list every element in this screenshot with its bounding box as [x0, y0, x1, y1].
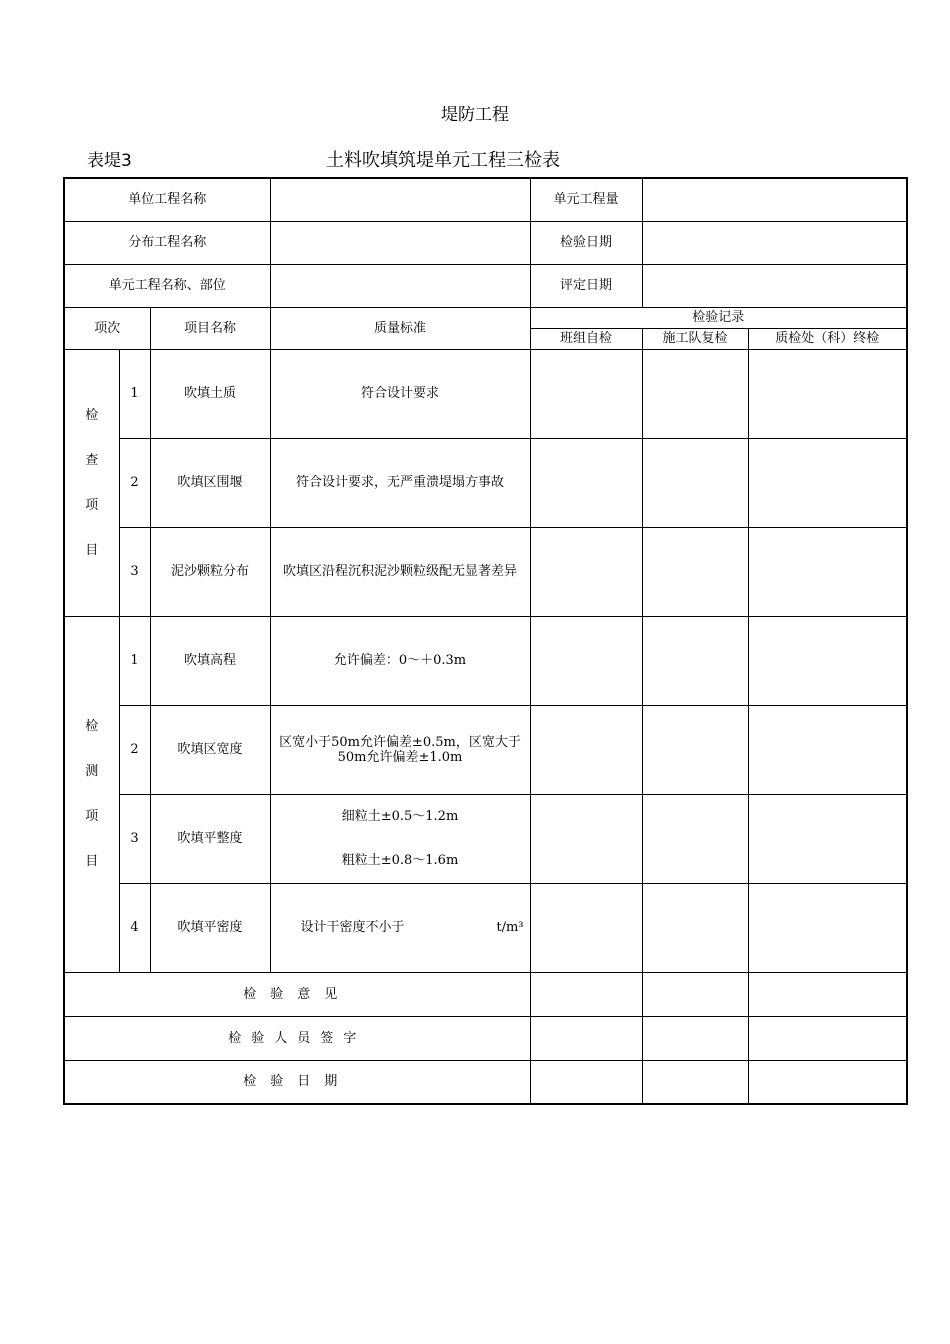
signature-final-check[interactable] [748, 1016, 907, 1060]
item-standard: 吹填区沿程沉积泥沙颗粒级配无显著差异 [270, 527, 530, 616]
group-label-char: 检 [85, 719, 99, 734]
item-standard: 区宽小于50m允许偏差±0.5m，区宽大于50m允许偏差±1.0m [270, 705, 530, 794]
col-final-check: 质检处（科）终检 [748, 328, 907, 349]
branch-project-field[interactable] [270, 221, 530, 264]
col-standard: 质量标准 [270, 307, 530, 349]
info-row-unit [64, 178, 907, 221]
group-label-char: 测 [85, 764, 99, 779]
item-no: 3 [119, 794, 150, 883]
group-label-char: 项 [85, 497, 99, 513]
record-team-self[interactable] [530, 794, 642, 883]
signature-label: 检验人员签字 [64, 1016, 530, 1060]
col-team-self: 班组自检 [530, 328, 642, 349]
project-name: 堤防工程 [441, 105, 509, 124]
item-name: 泥沙颗粒分布 [150, 527, 270, 616]
date-crew-recheck[interactable] [642, 1060, 748, 1104]
signature-crew-recheck[interactable] [642, 1016, 748, 1060]
standard-line-fine: 细粒土±0.5～1.2m [341, 809, 459, 824]
record-team-self[interactable] [530, 883, 642, 972]
col-item-name: 项目名称 [150, 307, 270, 349]
group-label-char: 查 [85, 452, 99, 468]
footer-row-date [64, 1060, 907, 1104]
record-final-check[interactable] [748, 705, 907, 794]
opinion-final-check[interactable] [748, 972, 907, 1016]
item-no: 2 [119, 705, 150, 794]
density-standard-text: 设计干密度不小于 [300, 920, 405, 935]
record-crew-recheck[interactable] [642, 616, 748, 705]
group-label-char: 目 [85, 854, 99, 869]
item-no: 3 [119, 527, 150, 616]
table-row [64, 438, 907, 527]
inspection-form-table [63, 177, 908, 1105]
unit-project-label: 单位工程名称 [64, 178, 270, 221]
header-row-1 [64, 307, 907, 328]
record-team-self[interactable] [530, 438, 642, 527]
info-row-branch [64, 221, 907, 264]
item-no: 1 [119, 349, 150, 438]
col-item-no: 项次 [64, 307, 150, 349]
date-team-self[interactable] [530, 1060, 642, 1104]
record-final-check[interactable] [748, 794, 907, 883]
inspect-date-label: 检验日期 [530, 221, 642, 264]
table-row [64, 616, 907, 705]
footer-row-opinion [64, 972, 907, 1016]
evaluate-date-field[interactable] [642, 264, 907, 307]
table-row [64, 527, 907, 616]
inspect-date-field[interactable] [642, 221, 907, 264]
record-crew-recheck[interactable] [642, 705, 748, 794]
table-row [64, 883, 907, 972]
date-label: 检验日期 [64, 1060, 530, 1104]
signature-team-self[interactable] [530, 1016, 642, 1060]
measure-group-label [64, 616, 119, 972]
opinion-crew-recheck[interactable] [642, 972, 748, 1016]
item-standard: 符合设计要求，无严重溃堤塌方事故 [270, 438, 530, 527]
check-group-label [64, 349, 119, 616]
record-team-self[interactable] [530, 705, 642, 794]
col-record: 检验记录 [530, 307, 907, 328]
record-final-check[interactable] [748, 883, 907, 972]
col-crew-recheck: 施工队复检 [642, 328, 748, 349]
item-name: 吹填平整度 [150, 794, 270, 883]
record-crew-recheck[interactable] [642, 438, 748, 527]
info-row-unit-name [64, 264, 907, 307]
density-unit: t/m³ [496, 920, 524, 935]
group-label-char: 检 [85, 407, 99, 423]
record-team-self[interactable] [530, 616, 642, 705]
item-name: 吹填土质 [150, 349, 270, 438]
unit-quantity-label: 单元工程量 [530, 178, 642, 221]
branch-project-label: 分布工程名称 [64, 221, 270, 264]
group-label-char: 目 [85, 542, 99, 558]
record-final-check[interactable] [748, 349, 907, 438]
unit-project-field[interactable] [270, 178, 530, 221]
record-team-self[interactable] [530, 527, 642, 616]
table-row [64, 349, 907, 438]
record-final-check[interactable] [748, 438, 907, 527]
unit-quantity-field[interactable] [642, 178, 907, 221]
opinion-team-self[interactable] [530, 972, 642, 1016]
unit-name-field[interactable] [270, 264, 530, 307]
item-standard [270, 883, 530, 972]
item-standard [270, 794, 530, 883]
standard-line-coarse: 粗粒土±0.8～1.6m [341, 853, 459, 868]
date-final-check[interactable] [748, 1060, 907, 1104]
record-final-check[interactable] [748, 616, 907, 705]
group-label-char: 项 [85, 809, 99, 824]
item-name: 吹填区宽度 [150, 705, 270, 794]
item-no: 1 [119, 616, 150, 705]
record-crew-recheck[interactable] [642, 883, 748, 972]
form-code: 表堤3 [87, 151, 132, 171]
record-crew-recheck[interactable] [642, 527, 748, 616]
table-row [64, 705, 907, 794]
unit-name-label: 单元工程名称、部位 [64, 264, 270, 307]
item-standard: 符合设计要求 [270, 349, 530, 438]
item-standard: 允许偏差：0～＋0.3m [270, 616, 530, 705]
evaluate-date-label: 评定日期 [530, 264, 642, 307]
item-no: 4 [119, 883, 150, 972]
item-name: 吹填平密度 [150, 883, 270, 972]
item-name: 吹填高程 [150, 616, 270, 705]
opinion-label: 检验意见 [64, 972, 530, 1016]
record-team-self[interactable] [530, 349, 642, 438]
footer-row-signature [64, 1016, 907, 1060]
record-crew-recheck[interactable] [642, 349, 748, 438]
table-row [64, 794, 907, 883]
item-name: 吹填区围堰 [150, 438, 270, 527]
form-title: 土料吹填筑堤单元工程三检表 [326, 150, 560, 171]
record-crew-recheck[interactable] [642, 794, 748, 883]
record-final-check[interactable] [748, 527, 907, 616]
item-no: 2 [119, 438, 150, 527]
